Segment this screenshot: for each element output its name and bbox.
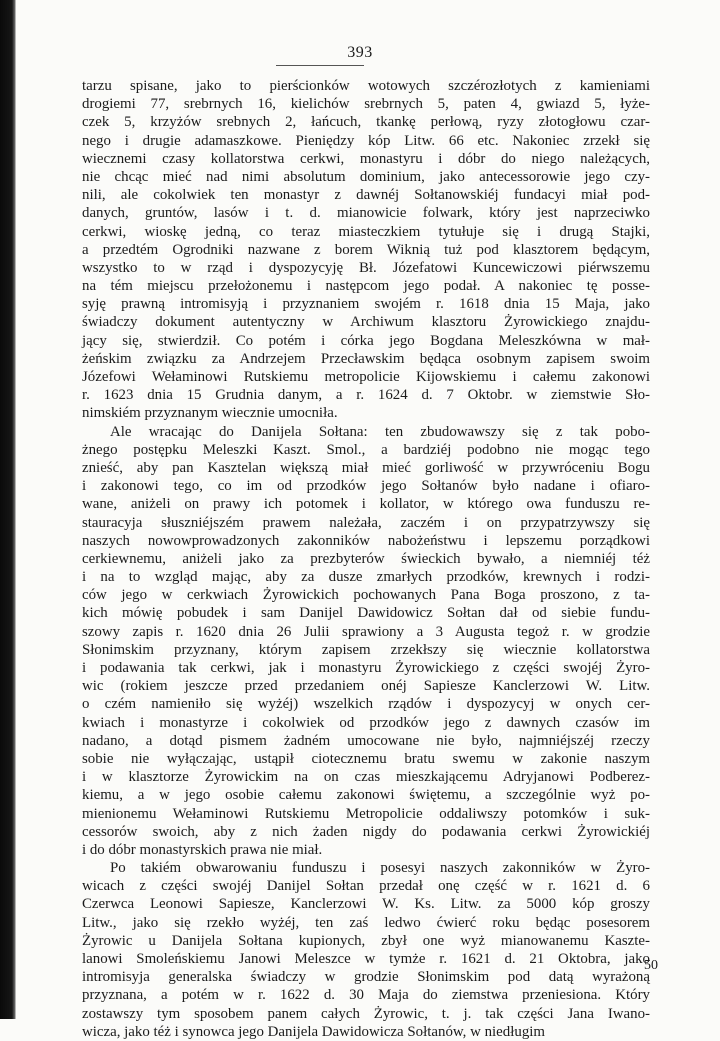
text-line: na tém miejscu przełożonemu i następcom jego podał. A nakoniec tę posse- [82, 278, 650, 295]
text-line: znieść, aby pan Kasztelan większą miał mieć gorliwość w przywróceniu Bogu [82, 459, 650, 476]
text-line: wszystko to w rząd i dyspozycyję Bł. Józefatowi Kuncewiczowi piérwszemu [82, 259, 650, 276]
text-line: nili, ale cokolwiek ten monastyr z dawnéj Sołtanowskiéj fundacyi miał pod- [82, 187, 650, 204]
text-line: a przedtém Ogrodniki nazwane z borem Wiknią tuż pod klasztorem będącym, [82, 241, 650, 258]
text-line: Słonimskim przyznany, którym zapisem zrzekłszy się wiecznie kollatorstwa [82, 641, 650, 658]
text-line: Po takiém obwarowaniu funduszu i posesyi naszych zakonników w Żyro- [110, 860, 650, 877]
text-line: cerkiewnemu, aniżeli jako za prezbyterów świeckich bywało, a niemniéj téż [82, 550, 650, 567]
binding-edge [0, 0, 16, 1019]
paragraph [82, 423, 650, 860]
text-line: lanowi Smoleńskiemu Janowi Meleszce w tymże r. 1621 d. 21 Oktobra, jako [82, 951, 650, 967]
text-line: i zakonowi tego, co im od przodków jego Sołtanów było nadane i ofiaro- [82, 478, 650, 495]
text-line: szowy zapis r. 1620 dnia 26 Julii sprawiony a 3 Augusta tegoż r. w grodzie [82, 623, 650, 640]
text-line: Józefowi Wełaminowi Rutskiemu metropolicie Kijowskiemu i całemu zakonowi [82, 369, 650, 385]
text-line: czek 5, krzyżów srebnych 2, łańcuch, tkankę perłową, ryzy złotogłowu czar- [82, 114, 650, 131]
text-line: intromisyja generalska świadczy w grodzie Słonimskim pod datą wyrażoną [82, 969, 650, 986]
text-line: przyznana, a potém w r. 1622 d. 30 Maja do ziemstwa przeniesiona. Który [82, 987, 650, 1004]
text-line: syję prawną intromisyją i przyznaniem swojém r. 1618 dnia 15 Maja, jako [82, 296, 650, 313]
text-line: nimskiém przyznanym wiecznie umocniła. [82, 405, 338, 422]
text-line: wicza, jako téż i synowca jego Danijela Dawidowicza Sołtanów, w niedługim [82, 1023, 545, 1040]
text-line: i do dóbr monastyrskich prawa nie miał. [82, 841, 323, 858]
signature-mark: 50 [644, 958, 658, 973]
text-line: świadczy dokument autentyczny w Archiwum klasztoru Żyrowickiego znajdu- [82, 314, 650, 331]
text-line: kiemu, a w jego osobie całemu zakonowi świętemu, a szczególnie wyż po- [82, 787, 650, 804]
text-line: mienionemu Wełaminowi Rutskiemu Metropolicie oddaliwszy potomków i suk- [82, 805, 650, 822]
text-line: żeńskim związku za Andrzejem Przecławskim będąca osobnym zapisem swoim [82, 350, 650, 367]
text-line: naszych nowowprowadzonych zakonników nabożeństwu i lepszemu porządkowi [82, 532, 650, 549]
text-line: i w klasztorze Żyrowickim na on czas mieszkającemu Adryjanowi Podberez- [82, 769, 650, 786]
text-line: kwiach i monastyrze i cokolwiek od przodków jego z dawnych czasów im [82, 714, 650, 731]
text-line: Litw., jako się rzekło wyżéj, ten zaś ledwo ćwierć roku będąc posesorem [82, 914, 650, 931]
text-line: cessorów swoich, aby z nich żaden nigdy do podawania cerkwi Żyrowickiéj [82, 823, 650, 840]
text-line: tarzu spisane, jako to pierścionków wotowych szczérozłotych z kamieniami [82, 78, 650, 94]
text-line: stauracyja słuszniéjszém prawem należała, zaczém i on przypatrzywszy się [82, 514, 650, 531]
text-line: Czerwca Leonowi Sapiesze, Kanclerzowi W. Ks. Litw. za 5000 kóp groszy [82, 896, 650, 913]
paragraph [82, 77, 650, 423]
text-line: cerkwi, wioskę jedną, co teraz miasteczkiem tytułuje się i drugą Stajki, [82, 223, 650, 240]
text-line: nie chcąc mieć nad nimi absolutum dominium, jako antecessorowie jego czy- [82, 168, 650, 185]
text-line: wicach z części swojéj Danijel Sołtan przedał onę część w r. 1621 d. 6 [82, 878, 650, 895]
text-line: nadano, a dotąd pismem żadném umocowane nie było, najmniéjszéj rzeczy [82, 732, 650, 749]
paragraph [82, 859, 650, 1041]
text-line: i na to wzgląd mając, aby za dusze zmarłych przodków, krewnych i rodzi- [82, 569, 650, 586]
text-line: zostawszy tym sposobem panem całych Żyrowic, t. j. tak części Jana Iwano- [82, 1005, 650, 1022]
text-line: o czém namieniło się wyżéj) wszelkich rządów i dyspozycyj w onych cer- [82, 696, 650, 713]
text-line: wane, aniżeli on prawy ich potomek i kollator, w którego owa funduszu re- [82, 496, 650, 513]
text-line: wiecznemi czasy kollatorstwa cerkwi, monastyru i dóbr do niego należących, [82, 150, 650, 167]
header-rule [276, 65, 364, 66]
text-line: sobie nie wyłączając, ustąpił ciotecznemu bratu swemu w zakonie naszym [82, 750, 650, 767]
text-line: i podawania tak cerkwi, jak i monastyru Żyrowickiego z części swojéj Żyro- [82, 660, 650, 676]
text-line: r. 1623 dnia 15 Grudnia danym, a r. 1624 d. 7 Oktobr. w ziemstwie Sło- [82, 387, 650, 404]
text-line: jący się, stwierdził. Co potém i córka jego Bogdana Meleszkówna w mał- [82, 332, 650, 349]
text-line: Ale wracając do Danijela Sołtana: ten zbudowawszy się z tak pobo- [110, 423, 650, 440]
text-line: drogiemi 77, srebrnych 16, kielichów srebrnych 5, paten 4, gwiazd 5, łyże- [82, 96, 650, 113]
page-number: 393 [347, 44, 373, 61]
text-line: wic (rokiem jeszcze przed przedaniem onéj Sapiesze Kanclerzowi W. Litw. [82, 678, 650, 695]
text-line: ców jego w cerkwiach Żyrowickich pochowanych Pana Boga proszono, z ta- [82, 587, 650, 604]
text-line: żnego postępku Meleszki Kaszt. Smol., a bardziéj podobno nie mogąc tego [82, 441, 650, 458]
text-line: nego i drugie adamaszkowe. Pieniędzy kóp Litw. 66 etc. Nakoniec zrzekł się [82, 132, 650, 149]
text-line: kich mówię pobudek i sam Danijel Dawidowicz Sołtan dał od siebie fundu- [82, 605, 650, 622]
text-line: danych, gruntów, lasów i t. d. mianowicie folwark, który jest naprzeciwko [82, 205, 650, 222]
body-text [82, 77, 650, 1041]
text-line: Żyrowic u Danijela Sołtana kupionych, zbył one wyż mianowanemu Kaszte- [82, 932, 650, 949]
